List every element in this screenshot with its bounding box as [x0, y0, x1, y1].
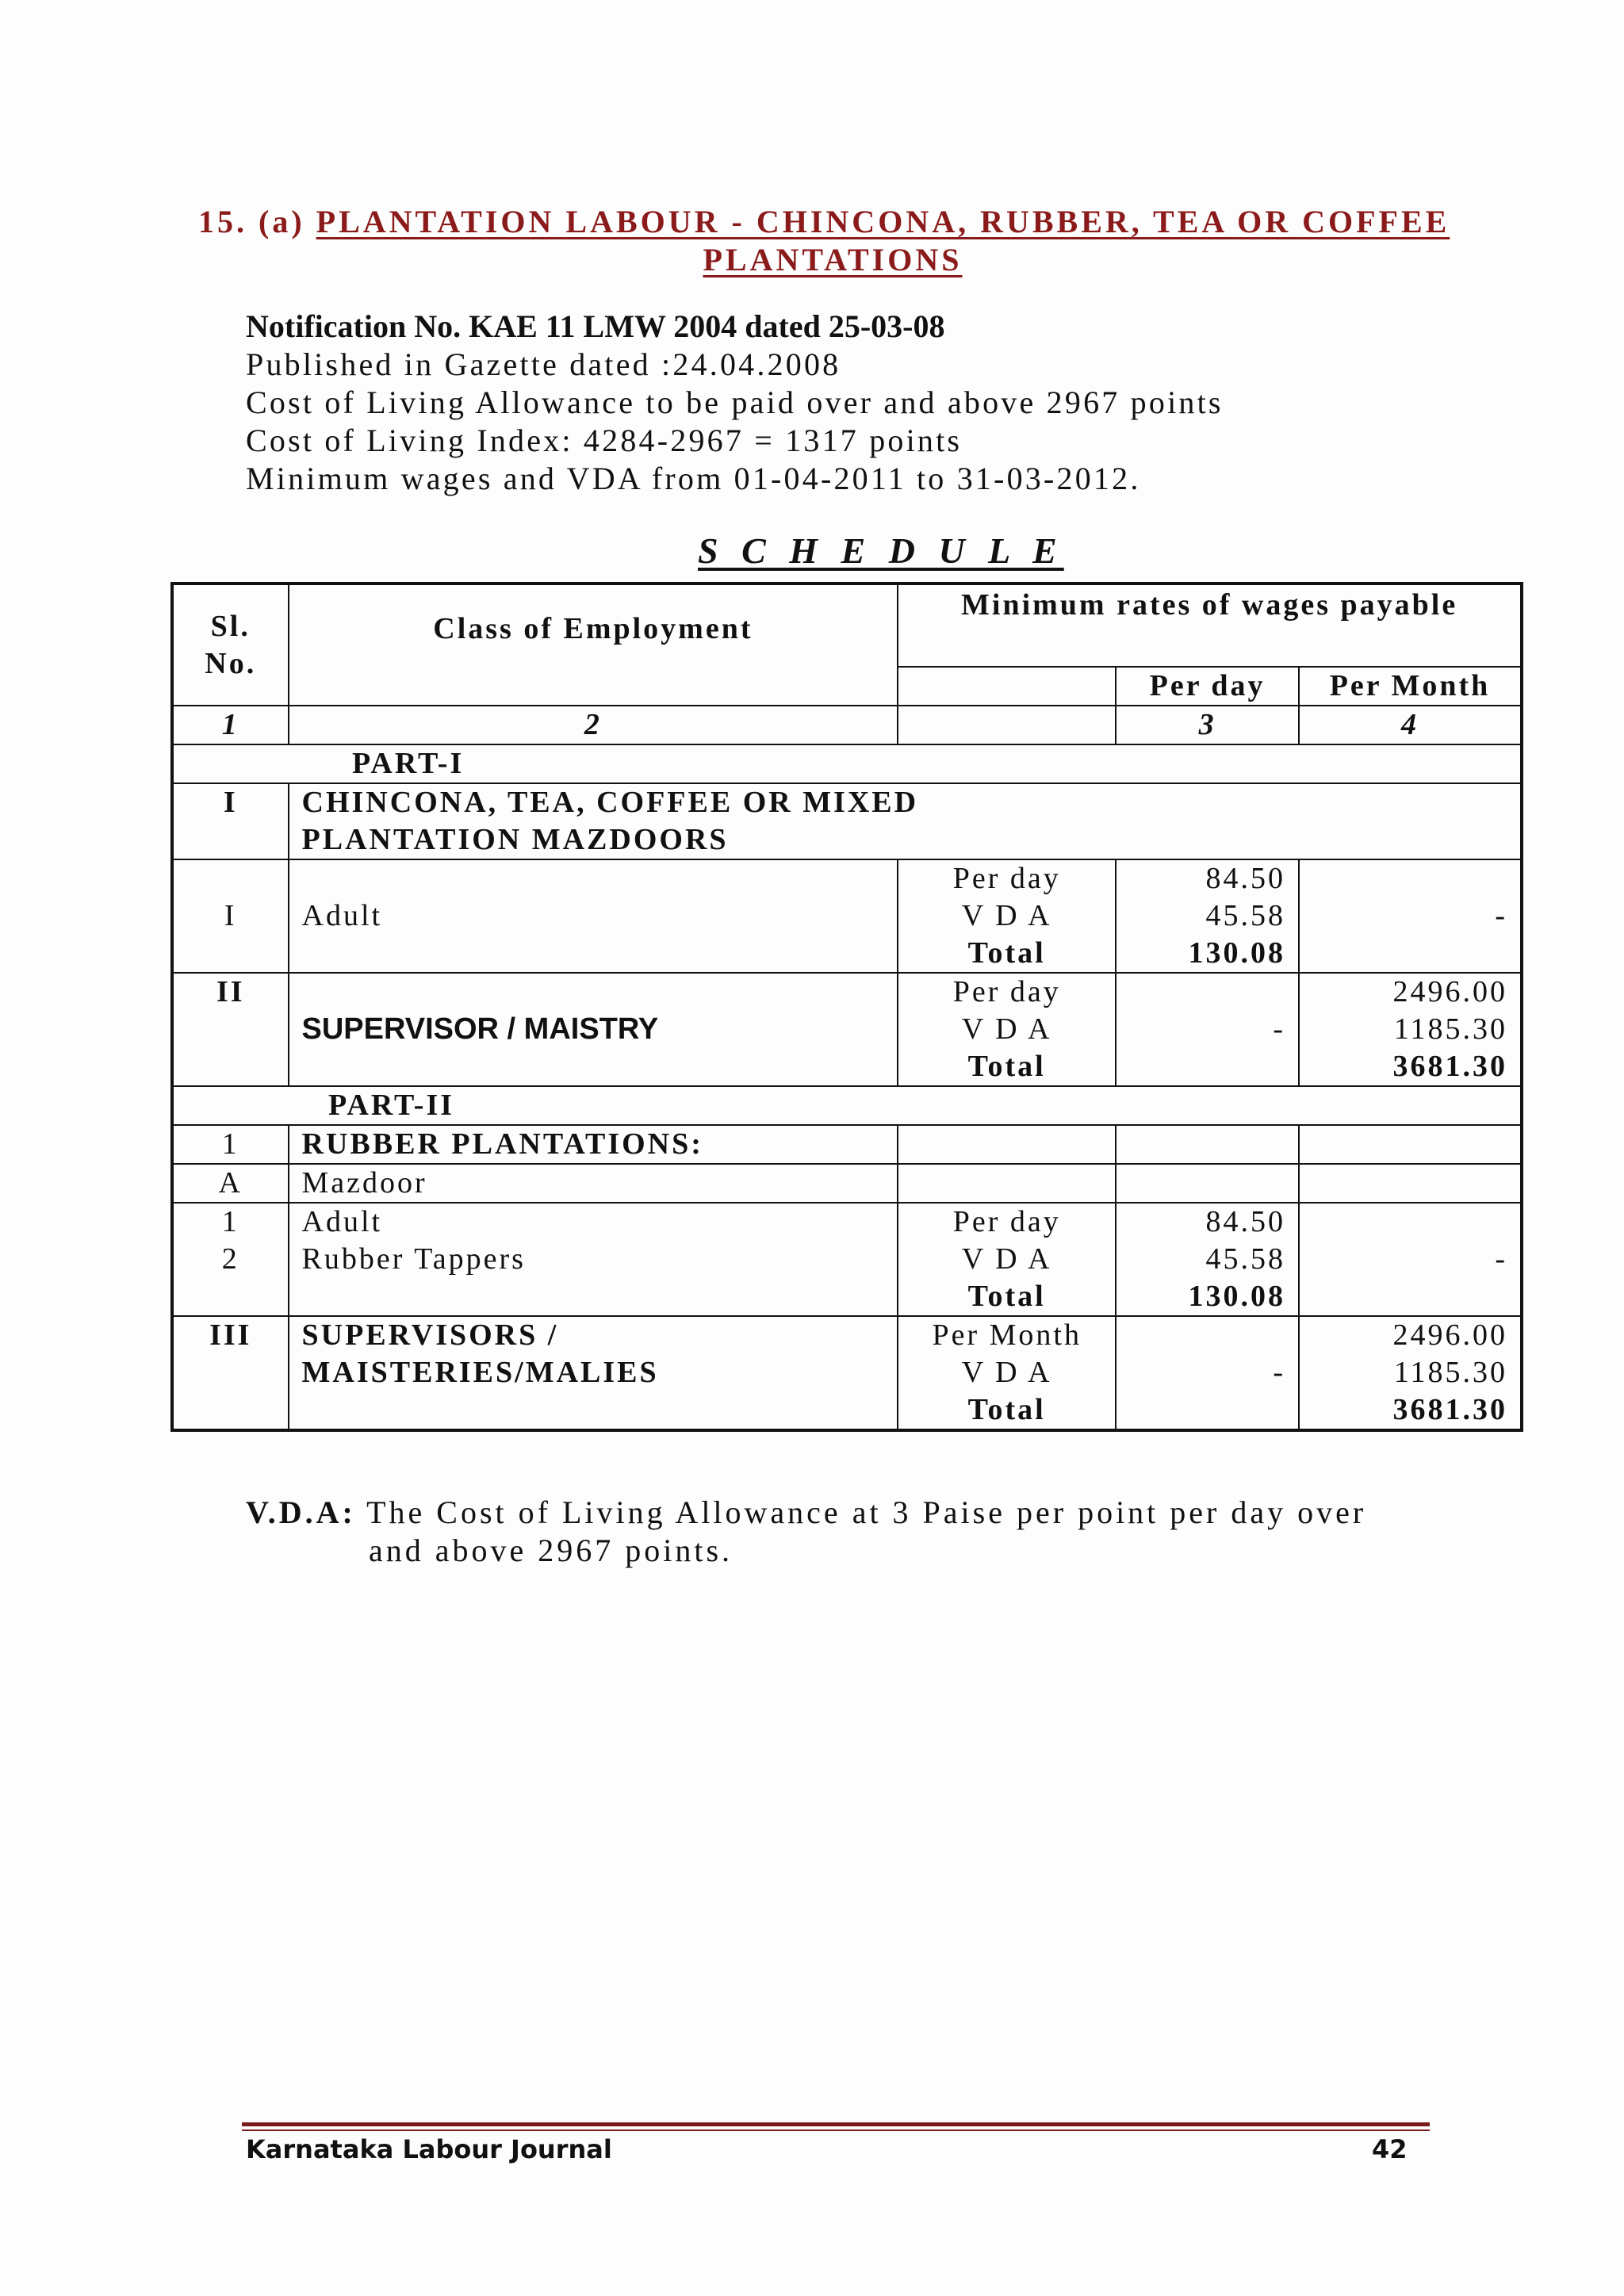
- row-per-day: -: [1116, 1316, 1299, 1430]
- footer-rule-thick: [242, 2122, 1430, 2126]
- notification-number: Notification No. KAE 11 LMW 2004 dated 25-03-08: [246, 308, 945, 344]
- footer-journal-name: Karnataka Labour Journal: [246, 2134, 612, 2164]
- table-row: [172, 1125, 1522, 1164]
- row-labels: Per day V D A Total: [898, 973, 1116, 1086]
- row-labels: Per day V D A Total: [898, 1203, 1116, 1316]
- part-1-label: PART-I: [172, 744, 1522, 783]
- table-header-row: [172, 584, 1522, 667]
- page-number: 42: [1372, 2134, 1408, 2164]
- vda-label: V.D.A:: [246, 1494, 356, 1530]
- column-number-row: [172, 706, 1522, 744]
- col-num-3: 3: [1116, 706, 1299, 744]
- header-sl-no: Sl. No.: [172, 584, 289, 706]
- header-blank-cell: [898, 667, 1116, 706]
- part-2-label: PART-II: [172, 1086, 1522, 1125]
- table-row: [172, 1316, 1522, 1430]
- row-sl: A: [172, 1164, 289, 1203]
- row-sl: 1: [172, 1125, 289, 1164]
- row-class: Adult Rubber Tappers: [289, 1203, 898, 1316]
- row-class: SUPERVISORS / MAISTERIES/MALIES: [289, 1316, 898, 1430]
- row-per-month: 2496.00 1185.30 3681.30: [1299, 1316, 1522, 1430]
- row-per-month: -: [1299, 859, 1522, 973]
- section-title-line2: PLANTATIONS: [703, 242, 963, 277]
- wage-schedule-table: [170, 582, 1523, 1432]
- row-labels: Per day V D A Total: [898, 859, 1116, 973]
- table-row: [172, 859, 1522, 973]
- vda-footnote: [246, 1494, 1435, 1570]
- category-sl: I: [172, 783, 289, 859]
- cost-of-living-index: Cost of Living Index: 4284-2967 = 1317 points: [246, 423, 963, 458]
- col-num-1: 1: [172, 706, 289, 744]
- header-minimum-rates: Minimum rates of wages payable: [898, 584, 1522, 667]
- header-class-of-employment: Class of Employment: [289, 584, 898, 706]
- table-row: [172, 1203, 1522, 1316]
- header-per-month: Per Month: [1299, 667, 1522, 706]
- row-class: SUPERVISOR / MAISTRY: [289, 973, 898, 1086]
- row-per-day: 84.50 45.58 130.08: [1116, 1203, 1299, 1316]
- row-per-day: -: [1116, 973, 1299, 1086]
- validity-period: Minimum wages and VDA from 01-04-2011 to 31-03-2012.: [246, 461, 1141, 496]
- part-row: [172, 744, 1522, 783]
- row-sl: II: [172, 973, 289, 1086]
- row-per-month: 2496.00 1185.30 3681.30: [1299, 973, 1522, 1086]
- category-row: [172, 783, 1522, 859]
- section-number: 15. (a): [198, 204, 316, 239]
- notification-block: [246, 308, 1515, 498]
- row-sl: 1 2: [172, 1203, 289, 1316]
- col-num-2: 2: [289, 706, 898, 744]
- category-name: CHINCONA, TEA, COFFEE OR MIXED PLANTATION MAZDOORS: [289, 783, 1522, 859]
- section-heading: [198, 203, 1467, 279]
- row-labels: Per Month V D A Total: [898, 1316, 1116, 1430]
- cola-threshold: Cost of Living Allowance to be paid over and above 2967 points: [246, 385, 1224, 420]
- row-sl: III: [172, 1316, 289, 1430]
- table-row: [172, 973, 1522, 1086]
- header-per-day: Per day: [1116, 667, 1299, 706]
- row-class: RUBBER PLANTATIONS:: [289, 1125, 898, 1164]
- table-row: [172, 1164, 1522, 1203]
- gazette-date: Published in Gazette dated :24.04.2008: [246, 346, 841, 382]
- row-class: Mazdoor: [289, 1164, 898, 1203]
- schedule-title: S C H E D U L E: [698, 530, 1064, 571]
- footer-rule-thin: [242, 2130, 1430, 2131]
- row-per-month: -: [1299, 1203, 1522, 1316]
- vda-text-2: and above 2967 points.: [369, 1533, 733, 1568]
- row-class: Adult: [289, 859, 898, 973]
- section-title-line1: PLANTATION LABOUR - CHINCONA, RUBBER, TEA OR COFFEE: [316, 204, 1450, 239]
- part-row: [172, 1086, 1522, 1125]
- vda-text-1: The Cost of Living Allowance at 3 Paise per point per day over: [355, 1494, 1367, 1530]
- row-per-day: 84.50 45.58 130.08: [1116, 859, 1299, 973]
- row-sl: I: [172, 859, 289, 973]
- col-num-4: 4: [1299, 706, 1522, 744]
